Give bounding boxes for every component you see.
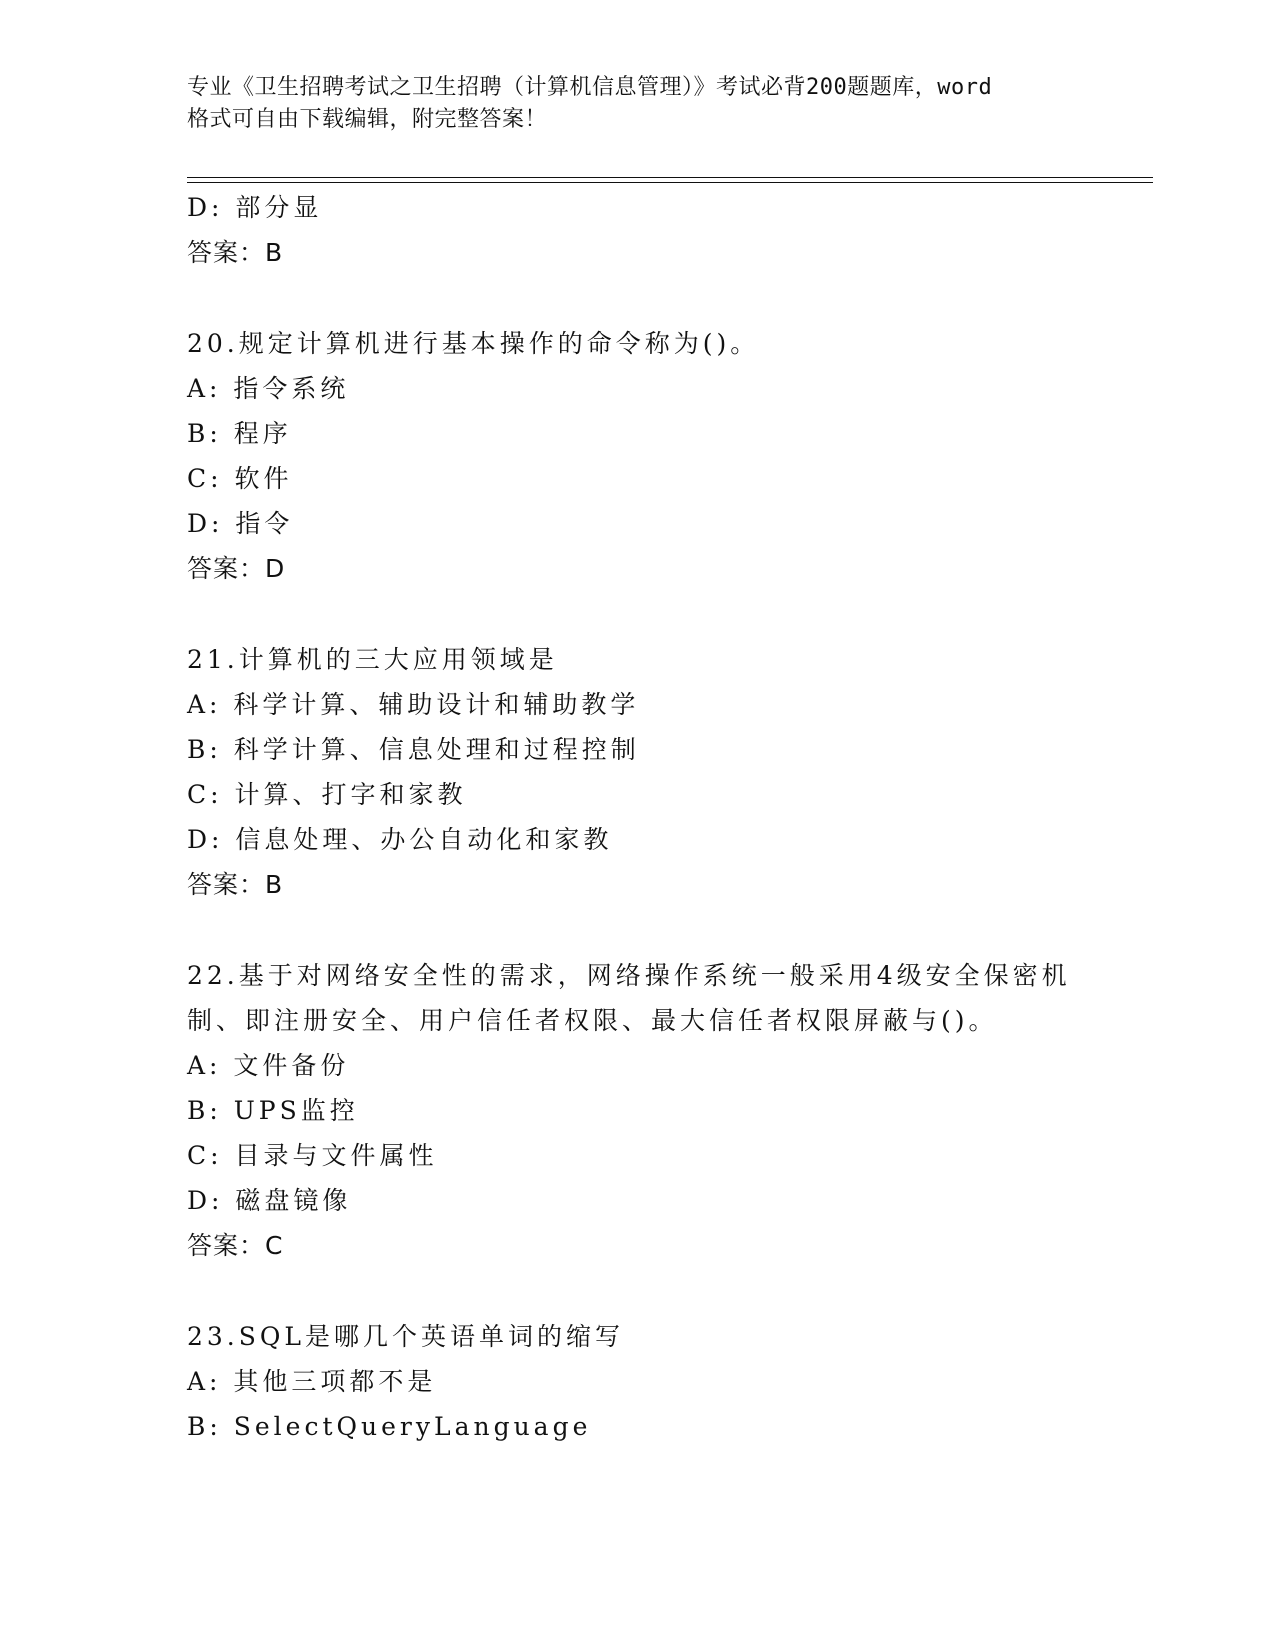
header-divider-top: [187, 177, 1153, 178]
option-b: B: 科学计算、信息处理和过程控制: [187, 735, 640, 764]
header-divider-bottom: [187, 182, 1153, 183]
question-title: 21.计算机的三大应用领域是: [187, 645, 558, 674]
spacer: [187, 1268, 1147, 1314]
spacer: [187, 275, 1147, 321]
option-d: D: 指令: [187, 509, 294, 538]
question-22: [187, 953, 1147, 1268]
option-b: B: SelectQueryLanguage: [187, 1412, 592, 1441]
question-21: [187, 637, 1147, 907]
spacer: [187, 591, 1147, 637]
spacer: [187, 907, 1147, 953]
option-d: D: 磁盘镜像: [187, 1186, 352, 1215]
option-b: B: 程序: [187, 419, 292, 448]
question-title: 20.规定计算机进行基本操作的命令称为()。: [187, 329, 760, 358]
option-a: A: 指令系统: [187, 374, 350, 403]
answer: 答案：D: [187, 554, 286, 583]
option-a: A: 其他三项都不是: [187, 1367, 437, 1396]
option-a: A: 科学计算、辅助设计和辅助教学: [187, 690, 640, 719]
option-c: C: 软件: [187, 464, 293, 493]
document-header: [187, 72, 1087, 136]
option-c: C: 计算、打字和家教: [187, 780, 467, 809]
question-title: 23.SQL是哪几个英语单词的缩写: [187, 1322, 624, 1351]
header-line-2: 格式可自由下载编辑，附完整答案！: [187, 107, 548, 132]
question-title-line-1: 22.基于对网络安全性的需求，网络操作系统一般采用4级安全保密机: [187, 961, 1071, 990]
answer: 答案：B: [187, 870, 284, 899]
question-20: [187, 321, 1147, 591]
question-list: [187, 185, 1147, 1449]
answer: 答案：C: [187, 1231, 284, 1260]
option-d: D: 信息处理、办公自动化和家教: [187, 825, 613, 854]
prev-answer: 答案：B: [187, 238, 284, 267]
option-c: C: 目录与文件属性: [187, 1141, 438, 1170]
option-a: A: 文件备份: [187, 1051, 350, 1080]
option-b: B: UPS监控: [187, 1096, 359, 1125]
prev-option-d: D: 部分显: [187, 193, 323, 222]
question-23: [187, 1314, 1147, 1449]
header-line-1: 专业《卫生招聘考试之卫生招聘（计算机信息管理）》考试必背200题题库，word: [187, 75, 993, 100]
question-title-line-2: 制、即注册安全、用户信任者权限、最大信任者权限屏蔽与()。: [187, 1006, 998, 1035]
